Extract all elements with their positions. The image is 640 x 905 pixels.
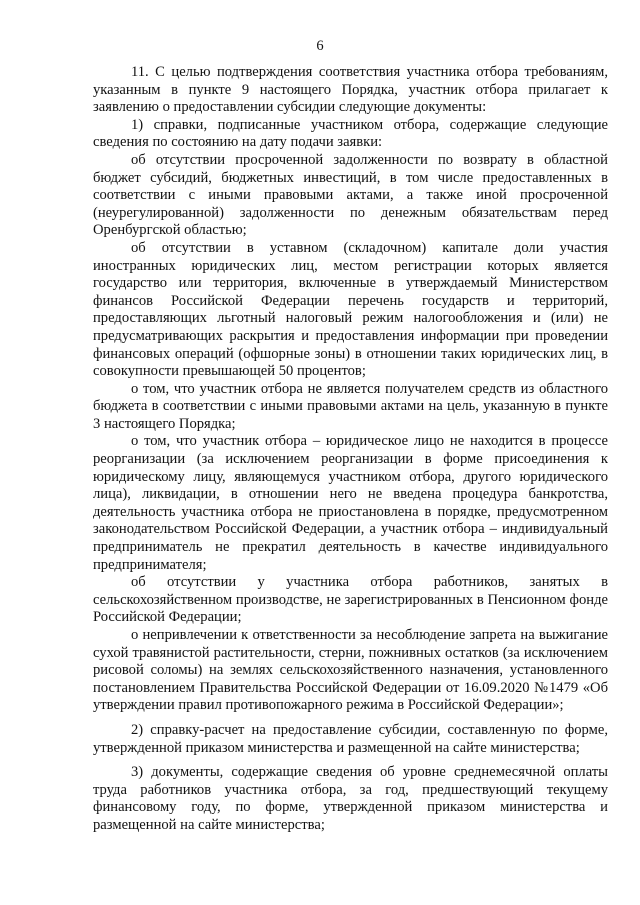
paragraph-no-reorganization: о том, что участник отбора – юридическое лицо не находится в процессе реорганизации (за исключением реорганизации в форме присоединения к юридическому лицу, являющемуся участником отбора, другого юридического лица), ликвидации, в отношении него не введена процедура банкротства, деятельность участника отбора не приостановлена в порядке, предусмотренном законодательством Российской Федерации, а участник отбора – индивидуальный предприниматель не прекратил деятельность в качестве индивидуального предпринимателя; [93,433,608,573]
paragraph-item-11: 11. С целью подтверждения соответствия участника отбора требованиям, указанным в пункте 9 настоящего Порядка, участник отбора прилагает к заявлению о предоставлении субсидии следующие документы: [93,64,608,116]
document-body [93,64,608,835]
page-number: 6 [316,38,324,54]
paragraph-not-recipient: о том, что участник отбора не является получателем средств из областного бюджета в соответствии с иными правовыми актами на цель, указанную в пункте 3 настоящего Порядка; [93,380,608,432]
paragraph-no-unregistered-workers: об отсутствии у участника отбора работников, занятых в сельскохозяйственном производстве, не зарегистрированных в Пенсионном фонде Российской Федерации; [93,574,608,626]
paragraph-no-burning-liability: о непривлечении к ответственности за несоблюдение запрета на выжигание сухой травянистой растительности, стерни, пожнивных остатков (за исключением рисовой соломы) на землях сельскохозяйственного назначения, установленного постановлением Правительства Российской Федерации от 16.09.2020 №1479 «Об утверждении правил противопожарного режима в Российской Федерации»; [93,627,608,714]
paragraph-no-debt: об отсутствии просроченной задолженности по возврату в областной бюджет субсидий, бюджетных инвестиций, в том числе предоставленных в соответствии с иными правовыми актами, а также иной просроченной (неурегулированной) задолженности по денежным обязательствам перед Оренбургской областью; [93,151,608,239]
paragraph-subitem-1: 1) справки, подписанные участником отбора, содержащие следующие сведения по состоянию на дату подачи заявки: [93,116,608,151]
paragraph-no-foreign-share: об отсутствии в уставном (складочном) капитале доли участия иностранных юридических лиц, местом регистрации которых является государство или территория, включенные в утверждаемый Министерством финансов Российской Федерации перечень государств и территорий, предоставляющих льготный налоговый режим налогообложения и (или) не предусматривающих раскрытия и предоставления информации при проведении финансовых операций (офшорные зоны) в отношении таких юридических лиц, в совокупности превышающей 50 процентов; [93,239,608,380]
paragraph-subitem-2: 2) справку-расчет на предоставление субсидии, составленную по форме, утвержденной приказом министерства и размещенной на сайте министерства; [93,721,608,756]
paragraph-subitem-3: 3) документы, содержащие сведения об уровне среднемесячной оплаты труда работников участника отбора, за год, предшествующий текущему финансовому году, по форме, утвержденной приказом министерства и размещенной на сайте министерства; [93,764,608,833]
